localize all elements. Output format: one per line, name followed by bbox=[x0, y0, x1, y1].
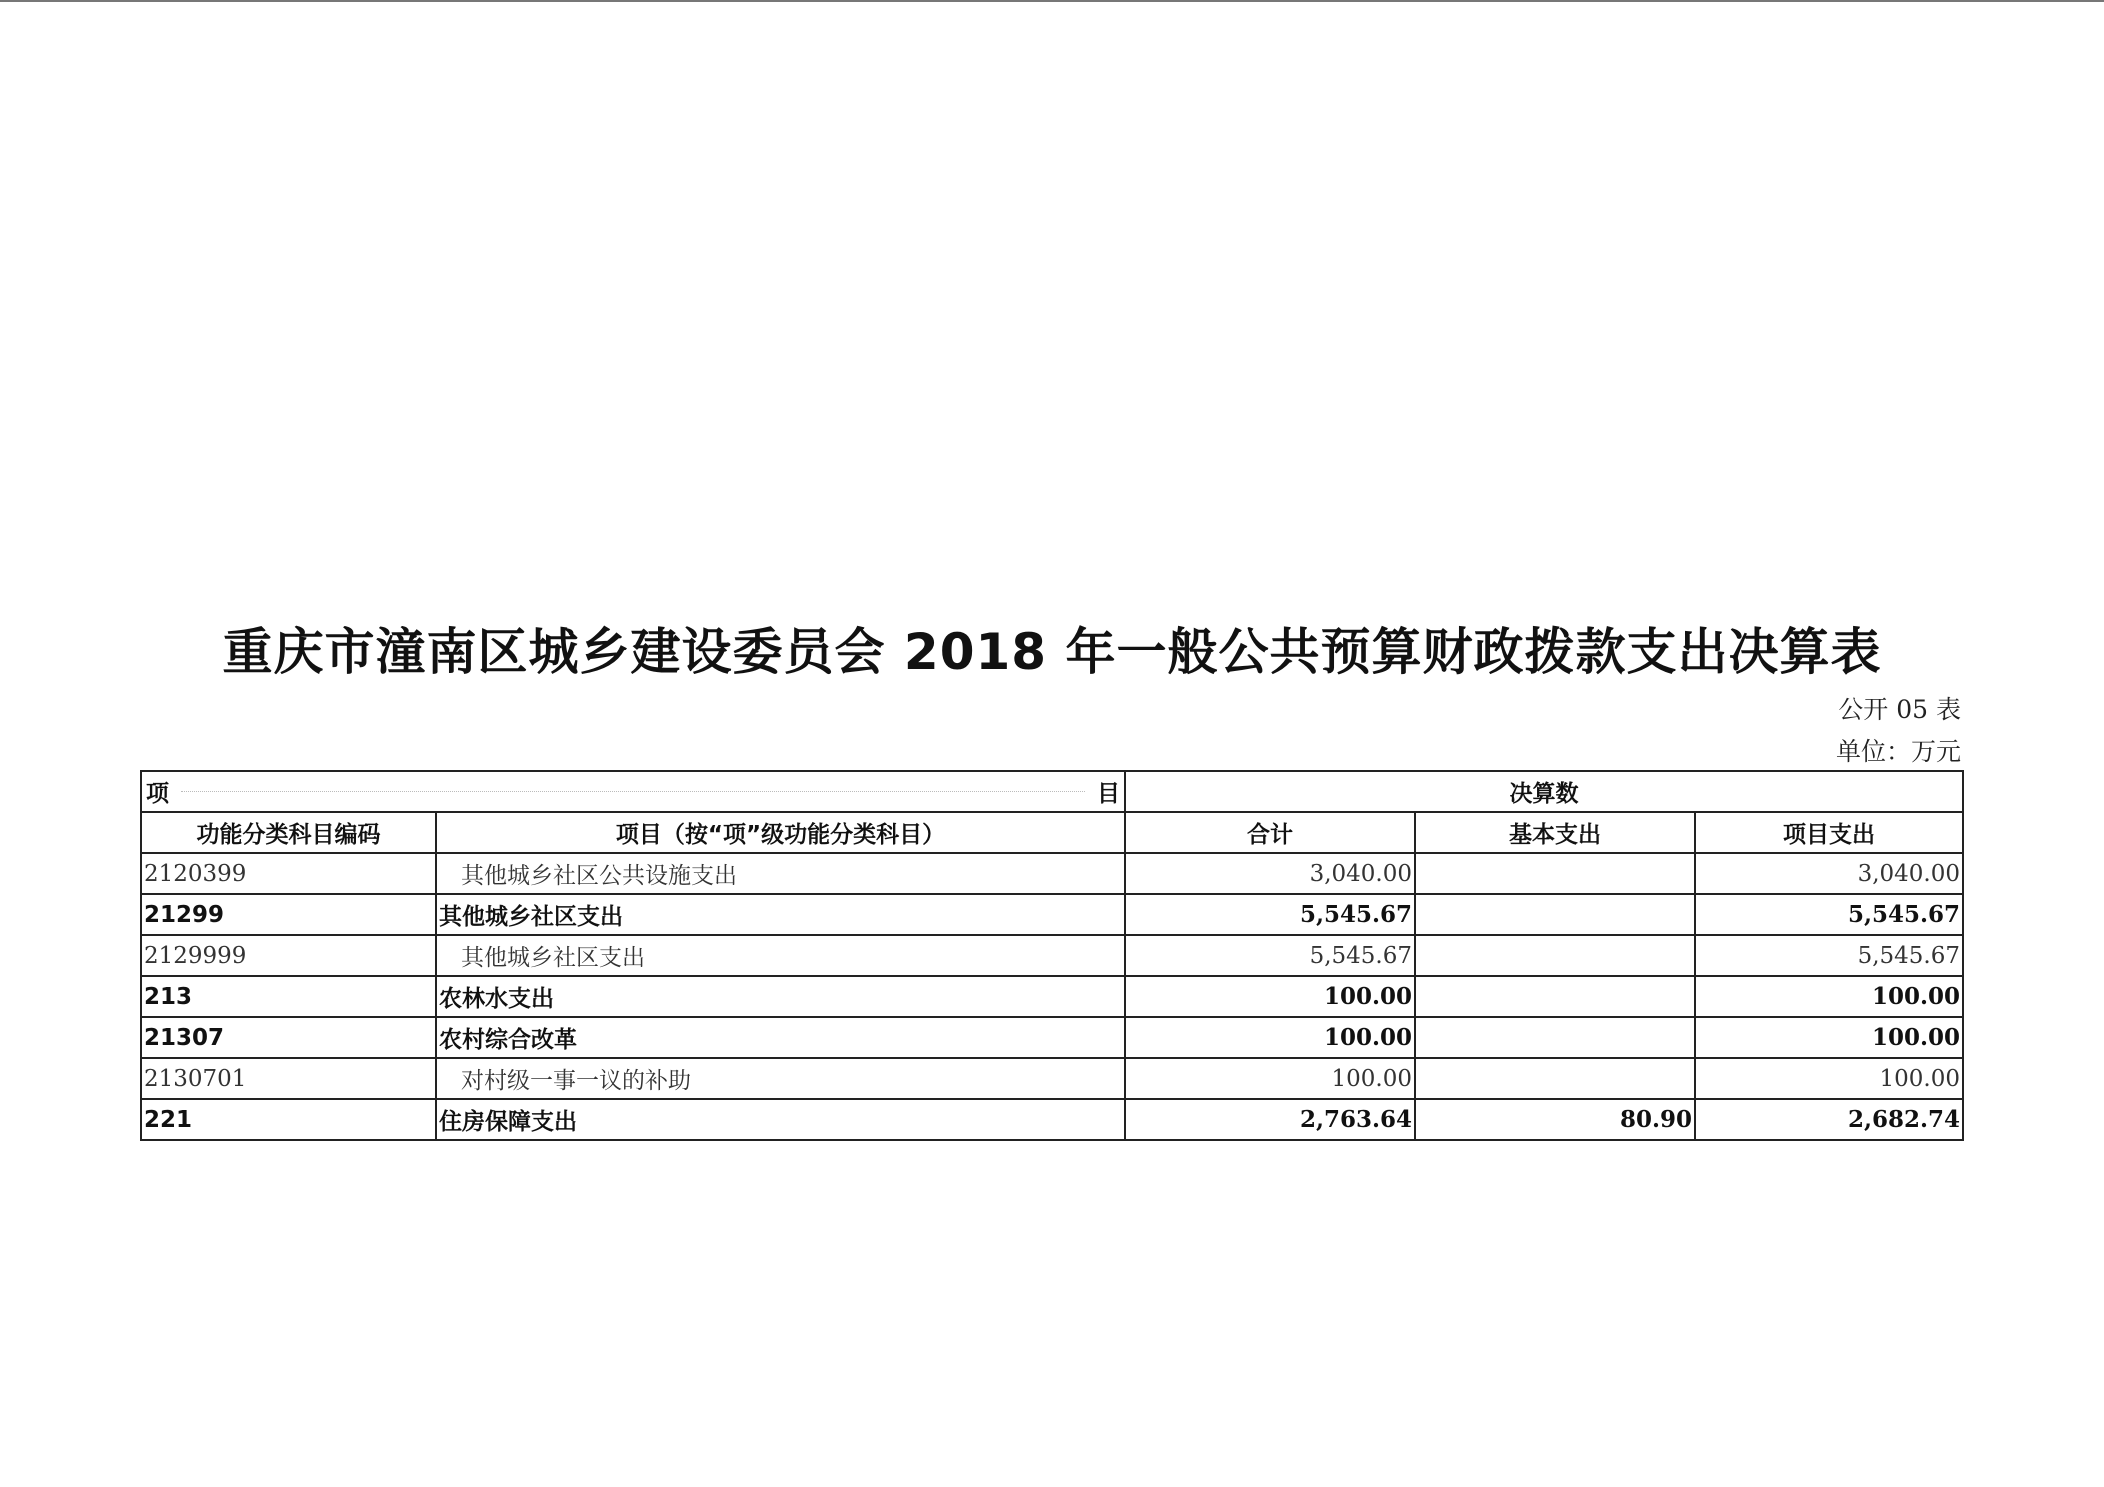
table-row bbox=[141, 976, 1963, 1017]
amount-group-header: 决算数 bbox=[1125, 771, 1963, 812]
form-number: 公开 05 表 bbox=[1838, 695, 1961, 724]
cell-project: 5,545.67 bbox=[1695, 894, 1963, 935]
header-dotted-leader bbox=[181, 791, 1085, 792]
cell-code: 21307 bbox=[141, 1017, 436, 1058]
cell-total: 2,763.64 bbox=[1125, 1099, 1415, 1140]
expenditure-table bbox=[140, 770, 1964, 1141]
cell-name: 其他城乡社区支出 bbox=[436, 935, 1125, 976]
unit-label: 单位：万元 bbox=[1835, 737, 1961, 766]
header-row-columns bbox=[141, 812, 1963, 853]
col-header-project: 项目支出 bbox=[1695, 812, 1963, 853]
cell-total: 100.00 bbox=[1125, 976, 1415, 1017]
cell-basic bbox=[1415, 935, 1695, 976]
page-top-rule bbox=[0, 0, 2104, 2]
cell-code: 213 bbox=[141, 976, 436, 1017]
cell-total: 100.00 bbox=[1125, 1058, 1415, 1099]
cell-code: 2129999 bbox=[141, 935, 436, 976]
cell-project: 3,040.00 bbox=[1695, 853, 1963, 894]
cell-name: 其他城乡社区支出 bbox=[436, 894, 1125, 935]
item-header-right: 目 bbox=[1097, 781, 1120, 807]
table-row bbox=[141, 853, 1963, 894]
cell-name: 农村综合改革 bbox=[436, 1017, 1125, 1058]
table-row bbox=[141, 1017, 1963, 1058]
cell-code: 21299 bbox=[141, 894, 436, 935]
col-header-code: 功能分类科目编码 bbox=[141, 812, 436, 853]
cell-code: 2130701 bbox=[141, 1058, 436, 1099]
document-title: 重庆市潼南区城乡建设委员会 2018 年一般公共预算财政拨款支出决算表 bbox=[222, 623, 1882, 681]
header-row-top bbox=[141, 771, 1963, 812]
cell-project: 100.00 bbox=[1695, 976, 1963, 1017]
cell-project: 100.00 bbox=[1695, 1058, 1963, 1099]
item-header-left: 项 bbox=[146, 781, 169, 807]
cell-total: 3,040.00 bbox=[1125, 853, 1415, 894]
cell-name: 农林水支出 bbox=[436, 976, 1125, 1017]
cell-basic bbox=[1415, 1017, 1695, 1058]
cell-project: 2,682.74 bbox=[1695, 1099, 1963, 1140]
table-row bbox=[141, 894, 1963, 935]
cell-code: 221 bbox=[141, 1099, 436, 1140]
cell-name: 住房保障支出 bbox=[436, 1099, 1125, 1140]
table-row bbox=[141, 1058, 1963, 1099]
cell-basic: 80.90 bbox=[1415, 1099, 1695, 1140]
cell-code: 2120399 bbox=[141, 853, 436, 894]
cell-project: 100.00 bbox=[1695, 1017, 1963, 1058]
table-body bbox=[141, 853, 1963, 1140]
col-header-name: 项目（按“项”级功能分类科目） bbox=[436, 812, 1125, 853]
cell-basic bbox=[1415, 1058, 1695, 1099]
cell-total: 100.00 bbox=[1125, 1017, 1415, 1058]
item-group-header bbox=[141, 771, 1125, 812]
table-row bbox=[141, 1099, 1963, 1140]
cell-total: 5,545.67 bbox=[1125, 935, 1415, 976]
cell-project: 5,545.67 bbox=[1695, 935, 1963, 976]
cell-total: 5,545.67 bbox=[1125, 894, 1415, 935]
col-header-total: 合计 bbox=[1125, 812, 1415, 853]
cell-name: 对村级一事一议的补助 bbox=[436, 1058, 1125, 1099]
cell-name: 其他城乡社区公共设施支出 bbox=[436, 853, 1125, 894]
cell-basic bbox=[1415, 894, 1695, 935]
cell-basic bbox=[1415, 853, 1695, 894]
cell-basic bbox=[1415, 976, 1695, 1017]
table-row bbox=[141, 935, 1963, 976]
col-header-basic: 基本支出 bbox=[1415, 812, 1695, 853]
